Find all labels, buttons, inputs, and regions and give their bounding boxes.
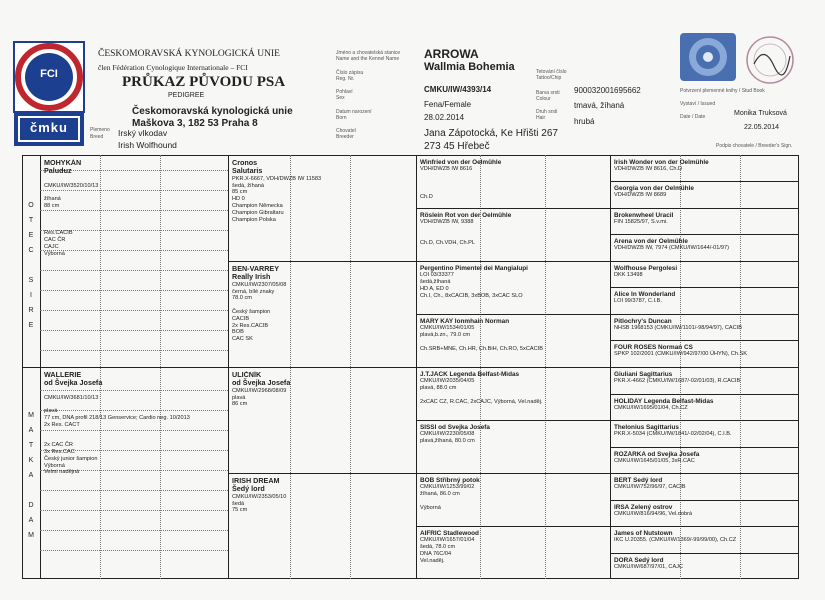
label-date: Date / Date [680,114,706,120]
grandparent-cell: Cronos Salutaris PKR.X-6667, VDH/DWZB IW 11583 šedá, žíhaná 85 cm HD 0 Champion Německa Champion Gibraltaru Champion Polska [232,159,322,223]
gen4-cell: IRSA Zelený ostrov CMKU/IW/816/94/96, Vel.dobrá [614,504,693,518]
dog-name: ARROWA [424,47,479,61]
gen4-cell: Georgia von der Oelmühle VDH/DWZB IW 8689 [614,185,694,199]
great-grandparent-cell: Pergentino Pimentel dei Mangialupi LOI 03/33377 šedá,žíhaná HD A, ED 0 Ch.I, Ch., 8xCACIB, 3xBOB, 3xCAC SLO [420,265,528,299]
label-colour: Barva srsti Colour [536,90,560,102]
gen4-cell: ROZÁRKA od Švejka Josefa CMKU/IW/1645/01/05, 3xR.CAC [614,451,700,465]
breed-en: Irish Wolfhound [118,140,177,150]
great-grandparent-cell: Winfried von der Oelmühle VDH/DWZB IW 8616 Ch.D [420,159,502,200]
label-sex: Pohlaví Sex [336,89,353,101]
label-breeder: Chovatel Breeder [336,128,356,140]
dam-cell: WALLERIE od Švejka Josefa CMKU/IW/3681/10/13 plavá 77 cm, DNA profil 218/13 Genservice; Cardio neg. 10/2013 2x Res. CACT 2x CAC ČR 3x Res.CAC Český junior šampion Výborná Velmi nadějná [44,371,190,476]
doc-subtitle: PEDIGREE [168,92,205,99]
fci-logo-text: FCI [40,68,58,80]
breeder-city: 273 45 Hřebeč [424,141,490,152]
label-tattoo: Tetování číslo Tattoo/Chip [536,69,567,81]
breed-label-cz: Plemeno [90,127,110,133]
dog-born: 28.02.2014 [424,113,465,122]
official-stamp [744,34,796,86]
hologram-seal [680,33,736,81]
issuer-name: Českomoravská kynologická unie [132,106,293,117]
issued-by: Monika Truksová [734,110,787,117]
grandparent-cell: BEN-VARREY Really Irish CMKU/IW/2307/05/08 černá, bílé znaky 78.0 cm Český šampion CACIB 2x Res.CACIB BOB CAC SK [232,265,287,343]
great-grandparent-cell: AIFRIC Stadlewood CMKU/IW/1657/01/04 šedá, 78.0 cm DNA 76C/04 Vel.naděj. [420,530,479,564]
grandparent-cell: ULIČNÍK od Švejka Josefa CMKU/IW/2968/08/09 plavá 86 cm [232,371,291,408]
gen4-cell: Brokenwheel Uracil FIN 15825/97, S.v.mi. [614,212,674,226]
dog-hair: hrubá [574,117,595,126]
gen4-cell: BERT Šedý lord CMKU/IW/752/96/97, CACIB [614,477,686,491]
gen4-cell: Arena von der Oelmühle VDH/DWZB IW, 7974 (CMKU/IW/1644/-01/97) [614,238,730,252]
dog-colour: tmavá, žíhaná [574,101,625,110]
gen4-cell: DORA Šedý lord CMKU/IW/687/97/01, CAJC [614,557,684,571]
great-grandparent-cell: BOB Stříbrný potok CMKU/IW/1253/99/02 žíhaná, 86.0 cm Výborná [420,477,480,511]
breed-label-en: Breed [90,134,104,140]
org-name: ČESKOMORAVSKÁ KYNOLOGICKÁ UNIE [98,49,280,59]
cmku-logo [10,40,88,148]
gen4-cell: James of Nutstown IKC U.20355. (CMKU/IW/1369/-99/99/00), Ch.CZ [614,530,737,544]
label-signature: Podpis chovatele / Breeder's Sign. [716,143,793,149]
gen4-cell: HOLIDAY Legenda Belfast-Midas CMKU/IW/1695/01/04, Ch.CZ [614,398,714,412]
great-grandparent-cell: Röslein Rot von der Oelmühle VDH/DWZB IW, 9388 Ch.D, Ch.VDH, Ch.PL [420,212,512,246]
org-member: člen Fédération Cynologique Internationale – FCI [98,63,248,72]
label-reg: Číslo zápisu Reg. Nr. [336,70,364,82]
gen4-cell: FOUR ROSES Norman CS SPKP 102/2001 (CMKU/IW/942/97/00 ÚHYN), Ch.SK [614,344,747,358]
label-hair: Druh srsti Hair [536,109,558,121]
gen4-cell: Irish Wonder von der Oelmühle VDH/DWZB IW 8616, Ch.D [614,159,709,173]
great-grandparent-cell: J.T.JACK Legenda Belfast-Midas CMKU/IW/2035/04/05 plavá, 88.0 cm 2xCAC CZ, R.CAC, 2xCAJC, Výborná, Vel.naděj. [420,371,543,405]
dog-kennel: Wallmia Bohemia [424,61,515,73]
gen4-cell: Thelonius Sagittarius PKR.X-5034 (CMKU/IW/1841/-02/02/04), C.I.B. [614,424,732,438]
gen4-cell: Pitlochry's Duncan NHSB 1968153 (CMKU/IW/1101/-98/94/97), CACIB [614,318,742,332]
sire-cell: MOHYKÁN Paluduz CMKU/IW/3520/10/13 žíhaná 88 cm Res.CACIB CAC ČR CAJC Výborná [44,159,99,257]
great-grandparent-cell: MARY KAY Ionmhain Norman CMKU/IW/1534/01/05 plavá,b.zn., 79.0 cm Ch.SRB+MNE, Ch.HR, Ch.BiH, Ch.RO, 5xCACIB [420,318,543,352]
doc-title: PRŮKAZ PŮVODU PSA [122,74,286,90]
gen4-cell: Alice In Wonderland LOI 99/3787, C.I.B. [614,291,676,305]
side-label-sire: O T E C S I R E [28,202,34,329]
label-born: Datum narození Born [336,109,372,121]
grandparent-cell: IRISH DREAM Šedý lord CMKU/IW/2353/05/10 šedá 75 cm [232,477,287,514]
breed-cz: Irský vlkodav [118,128,168,138]
issuer-address: Maškova 3, 182 53 Praha 8 [132,118,258,129]
dog-chip: 900032001695662 [574,86,641,95]
gen4-cell: Giuliani Sagittarius PKR.X-4662 (CMKU/IW/1687/-02/01/03), R.CACIB [614,371,741,385]
breeder-name: Jana Zápotocká, Ke Hřišti 267 [424,128,558,139]
side-label-dam: M A T K A D A M [28,412,34,539]
dog-reg: CMKU/IW/4393/14 [424,85,492,94]
great-grandparent-cell: SISSI od Švejka Josefa CMKU/IW/2230/05/08 plavá,žíhaná, 80.0 cm [420,424,490,445]
label-studbook: Potvrzení plemenné knihy / Stud Book [680,88,765,94]
dog-sex: Fena/Female [424,100,472,109]
gen4-cell: Wolfhouse Pergolesi DKK 13498 [614,265,678,279]
label-name: Jméno a chovatelská stanice Name and the Kennel Name [336,50,401,62]
issued-date: 22.05.2014 [744,124,780,131]
cmku-logo-letters: čmku [30,120,68,135]
label-issued: Vystaví / Issued [680,101,716,107]
